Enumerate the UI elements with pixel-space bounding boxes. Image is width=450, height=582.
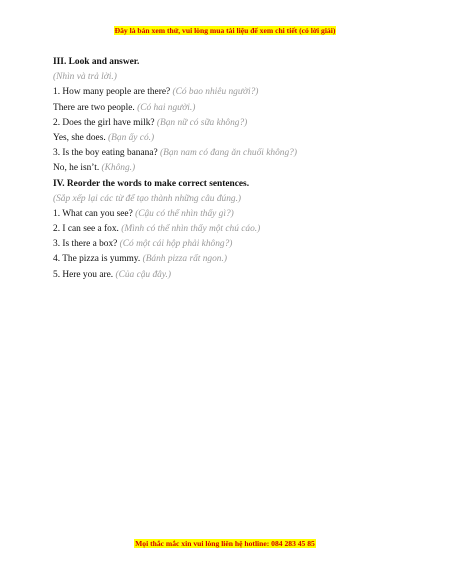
sentence-translation: (Của cậu đây.) <box>115 269 171 280</box>
qa-text: 3. Is the boy eating banana? <box>53 148 158 159</box>
qa-translation: (Không.) <box>101 163 136 174</box>
qa-text: Yes, she does. <box>53 132 106 143</box>
sentence-text: 4. The pizza is yummy. <box>53 254 141 265</box>
section-4-title: IV. Reorder the words to make correct sentences. <box>53 178 250 189</box>
qa-text: 1. How many people are there? <box>53 87 171 98</box>
qa-translation: (Bạn nam có đang ăn chuối không?) <box>160 148 297 159</box>
qa-translation: (Bạn ấy có.) <box>108 132 155 143</box>
qa-line <box>53 146 413 161</box>
qa-text: 2. Does the girl have milk? <box>53 117 155 128</box>
qa-translation: (Có hai người.) <box>137 102 196 113</box>
sentence-translation: (Mình có thể nhìn thấy một chú cáo.) <box>121 224 261 235</box>
hotline-text: Mọi thắc mắc xin vui lòng liên hệ hotline: 084 283 45 85 <box>135 539 315 548</box>
qa-line <box>53 161 413 176</box>
qa-line <box>53 85 413 100</box>
preview-notice-text: Đây là bản xem thử, vui lòng mua tài liệu để xem chi tiết (có lời giải) <box>114 26 336 35</box>
sentence-translation: (Có một cái hộp phải không?) <box>119 239 233 250</box>
section-3-instruction: (Nhìn và trả lời.) <box>53 72 117 83</box>
qa-text: There are two people. <box>53 102 135 113</box>
sentence-line <box>53 222 413 237</box>
sentence-translation: (Cậu có thể nhìn thấy gì?) <box>135 208 234 219</box>
qa-line <box>53 116 413 131</box>
qa-translation: (Bạn nữ có sữa không?) <box>156 117 248 128</box>
sentence-text: 5. Here you are. <box>53 269 114 280</box>
sentence-line <box>53 268 413 283</box>
sentence-line <box>53 237 413 252</box>
section-3-title: III. Look and answer. <box>53 57 140 67</box>
sentence-line <box>53 207 413 222</box>
qa-text: No, he isn’t. <box>53 163 100 174</box>
sentence-text: 1. What can you see? <box>53 208 133 219</box>
worksheet-content <box>53 55 413 283</box>
hotline-banner <box>0 539 450 548</box>
section-4-instruction: (Sắp xếp lại các từ để tạo thành những câu đúng.) <box>53 193 242 204</box>
preview-notice-banner <box>0 26 450 35</box>
qa-line <box>53 131 413 146</box>
qa-line <box>53 101 413 116</box>
sentence-text: 3. Is there a box? <box>53 239 118 250</box>
sentence-translation: (Bánh pizza rất ngon.) <box>142 254 227 265</box>
sentence-text: 2. I can see a fox. <box>53 224 119 235</box>
sentence-line <box>53 252 413 267</box>
qa-translation: (Có bao nhiêu người?) <box>172 87 259 98</box>
